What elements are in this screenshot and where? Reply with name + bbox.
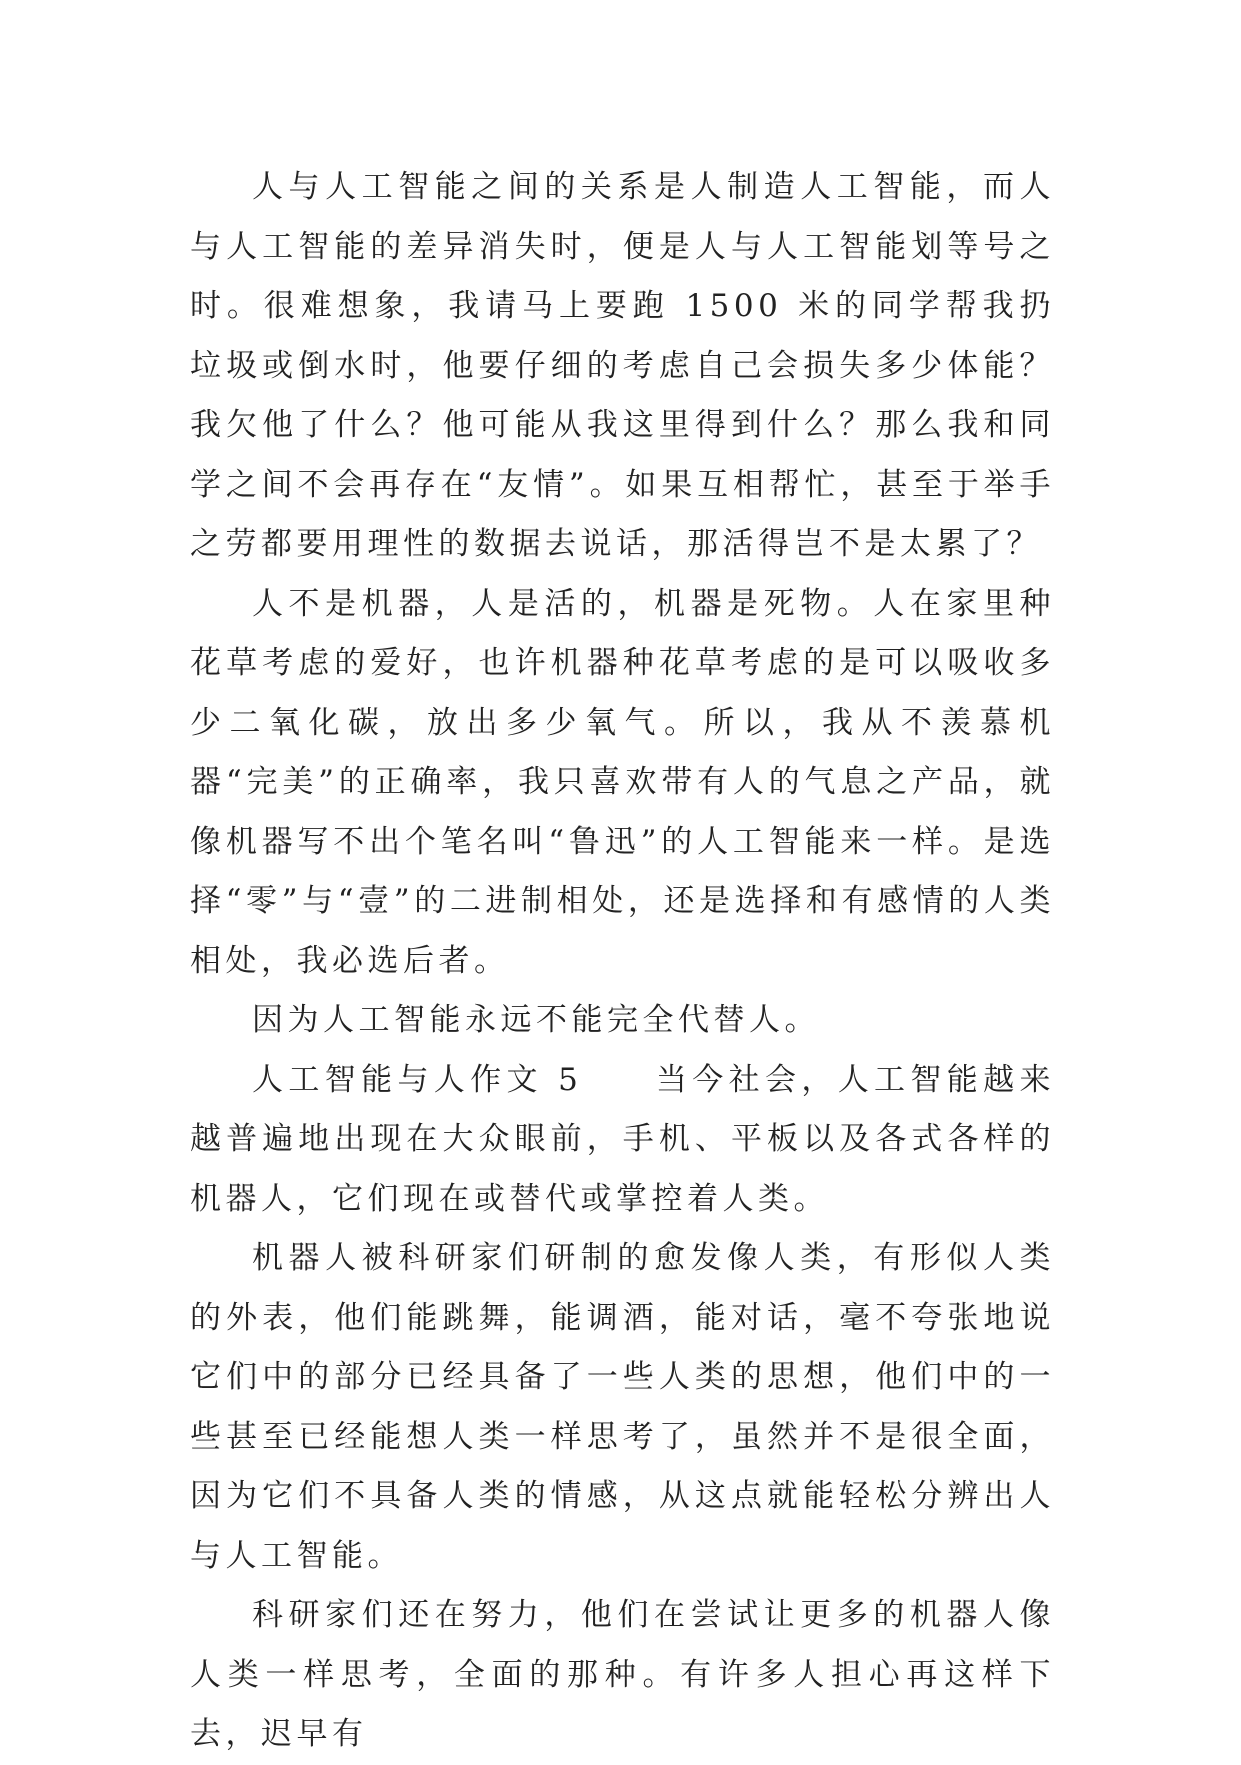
document-body — [190, 158, 1055, 1765]
paragraph-3: 因为人工智能永远不能完全代替人。 — [252, 1002, 820, 1038]
paragraph-1: 人与人工智能之间的关系是人制造人工智能，而人与人工智能的差异消失时，便是人与人工智能划等号之时。很难想象，我请马上要跑 1500 米的同学帮我扔垃圾或倒水时，他要仔细的考虑自己会损失多少体能？我欠他了什么？他可能从我这里得到什么？那么我和同学之间不会再存在“友情”。如果互相帮忙，甚至于举手之劳都要用理性的数据去说话，那活得岂不是太累了？ — [190, 169, 1055, 562]
paragraph-6: 科研家们还在努力，他们在尝试让更多的机器人像人类一样思考，全面的那种。有许多人担心再这样下去，迟早有 — [190, 1597, 1055, 1752]
paragraph-2: 人不是机器，人是活的，机器是死物。人在家里种花草考虑的爱好，也许机器种花草考虑的是可以吸收多少二氧化碳，放出多少氧气。所以，我从不羡慕机器“完美”的正确率，我只喜欢带有人的气息之产品，就像机器写不出个笔名叫“鲁迅”的人工智能来一样。是选择“零”与“壹”的二进制相处，还是选择和有感情的人类相处，我必选后者。 — [190, 585, 1055, 979]
paragraph-4: 人工智能与人作文 5 当今社会，人工智能越来越普遍地出现在大众眼前，手机、平板以及各式各样的机器人，它们现在或替代或掌控着人类。 — [190, 1061, 1055, 1217]
paragraph-5: 机器人被科研家们研制的愈发像人类，有形似人类的外表，他们能跳舞，能调酒，能对话，毫不夸张地说它们中的部分已经具备了一些人类的思想，他们中的一些甚至已经能想人类一样思考了，虽然并不是很全面，因为它们不具备人类的情感，从这点就能轻松分辨出人与人工智能。 — [190, 1240, 1055, 1574]
